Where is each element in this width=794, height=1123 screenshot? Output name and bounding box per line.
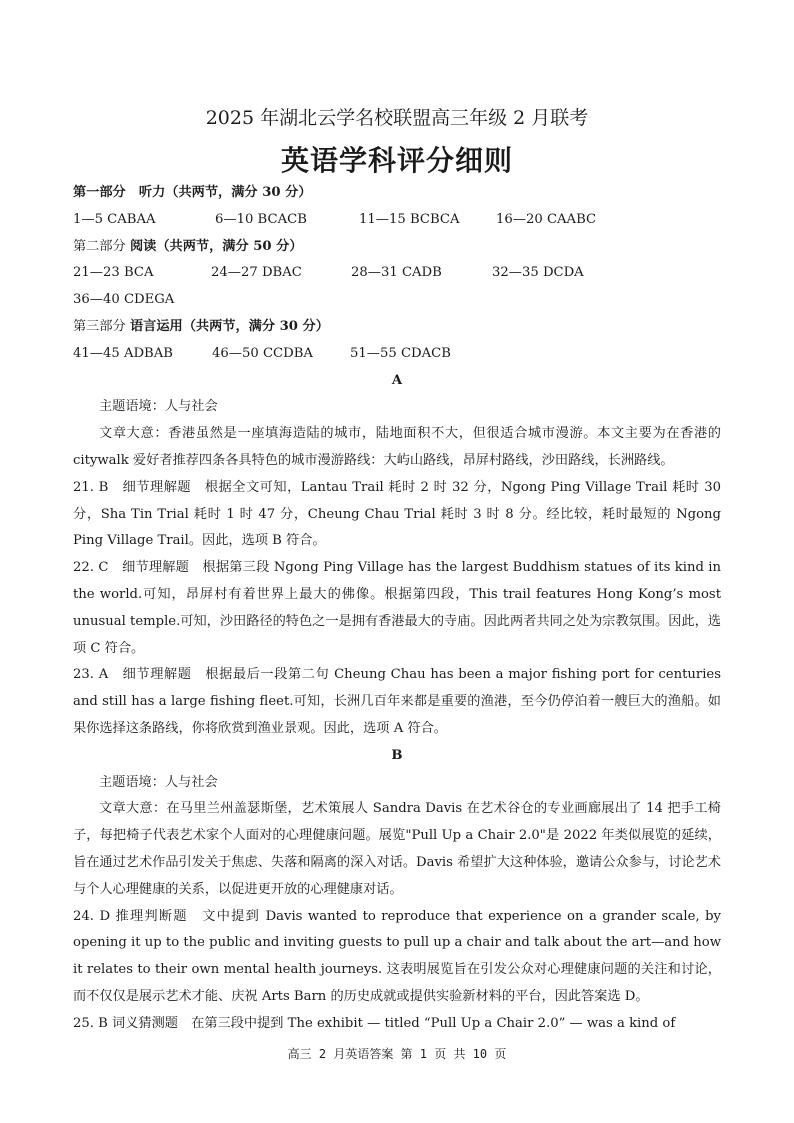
part2-answers-row2: 36—40 CDEGA (73, 292, 175, 308)
part3-answers (73, 341, 721, 368)
question-25: 25. B 词义猜测题 在第三段中提到 The exhibit — titled “Pull Up a Chair 2.0” — was a kind of (73, 1015, 676, 1031)
document-body (73, 180, 721, 1038)
part3-heading (73, 314, 721, 341)
section-b-label: B (391, 747, 403, 763)
answer-group: 1—5 CABAA (73, 211, 156, 227)
part2-heading (73, 234, 721, 261)
question-22: 22. C 细节理解题 根据第三段 Ngong Ping Village has the largest Buddhism statues of its kind in the world.可知，昂屏村有着世界上最大的佛像。根据第四段，This trail features Hong Kong’s most unusual temple.可知，沙田路径的特色之一是拥有香港最大的寺庙。因此两者共同之处为宗教氛围。因此，选项 C 符合。 (73, 560, 721, 656)
section-b-summary: 文章大意：在马里兰州盖瑟斯堡，艺术策展人 Sandra Davis 在艺术谷仓的专业画廊展出了 14 把手工椅子，每把椅子代表艺术家个人面对的心理健康问题。展览"Pull Up a Chair 2.0"是 2022 年类似展览的延续，旨在通过艺术作品引发关于焦虑、失落和隔离的深入对话。Davis 希望扩大这种体验，邀请公众参与，讨论艺术与个人心理健康的关系，以促进更开放的心理健康对话。 (73, 801, 721, 897)
part2-title: 阅读（共两节，满分 50 分） (129, 238, 303, 254)
answer-group: 11—15 BCBCA (359, 211, 460, 227)
part1-answers (73, 207, 721, 234)
answer-group: 41—45 ADBAB (73, 345, 173, 361)
section-b-theme: 主题语境：人与社会 (99, 774, 218, 790)
document-subtitle: 英语学科评分细则 (280, 144, 513, 177)
question-24: 24. D 推理判断题 文中提到 Davis wanted to reproduce that experience on a grander scale, by opening it up to the public and inviting guests to pull up a chair and talk about the art—and how it relates to their own mental health journeys. 这表明展览旨在引发公众对心理健康问题的关注和讨论，而不仅仅是展示艺术才能、庆祝 Arts Barn 的历史成就或提供实验新材料的平台，因此答案选 D。 (73, 908, 721, 1004)
answer-group: 28—31 CADB (351, 265, 442, 281)
part3-label: 第三部分 (73, 318, 126, 334)
part1-heading: 第一部分 听力（共两节，满分 30 分） (73, 185, 312, 200)
answer-group: 16—20 CAABC (496, 211, 597, 227)
question-21: 21. B 细节理解题 根据全文可知，Lantau Trail 耗时 2 时 32 分，Ngong Ping Village Trail 耗时 30 分，Sha Tin Trial 耗时 1 时 47 分，Cheung Chau Trial 耗时 3 时 8 分。经比较，耗时最短的 Ngong Ping Village Trail。因此，选项 B 符合。 (73, 479, 721, 549)
section-a-summary: 文章大意：香港虽然是一座填海造陆的城市，陆地面积不大，但很适合城市漫游。本文主要为在香港的 citywalk 爱好者推荐四条各具特色的城市漫游路线：大屿山路线，昂屏村路线，沙田路线，长洲路线。 (73, 426, 721, 468)
answer-group: 46—50 CCDBA (212, 345, 313, 361)
exam-title: 2025 年湖北云学名校联盟高三年级 2 月联考 (205, 107, 589, 129)
part3-title: 语言运用（共两节，满分 30 分） (129, 318, 329, 334)
answer-group: 21—23 BCA (73, 265, 154, 281)
part2-answers-row1 (73, 260, 721, 287)
answer-group: 32—35 DCDA (492, 265, 584, 281)
section-a-theme: 主题语境：人与社会 (99, 399, 218, 415)
page-footer: 高三 2 月英语答案 第 1 页 共 10 页 (287, 1047, 507, 1061)
question-23: 23. A 细节理解题 根据最后一段第二句 Cheung Chau has been a major fishing port for centuries and still has a large fishing fleet.可知，长洲几百年来都是重要的渔港，至今仍停泊着一艘巨大的渔船。如果你选择这条路线，你将欣赏到渔业景观。因此，选项 A 符合。 (73, 667, 721, 736)
answer-group: 24—27 DBAC (211, 265, 302, 281)
section-a-label: A (391, 372, 403, 388)
answer-group: 51—55 CDACB (350, 345, 451, 361)
part2-label: 第二部分 (73, 238, 126, 254)
answer-group: 6—10 BCACB (215, 211, 307, 227)
